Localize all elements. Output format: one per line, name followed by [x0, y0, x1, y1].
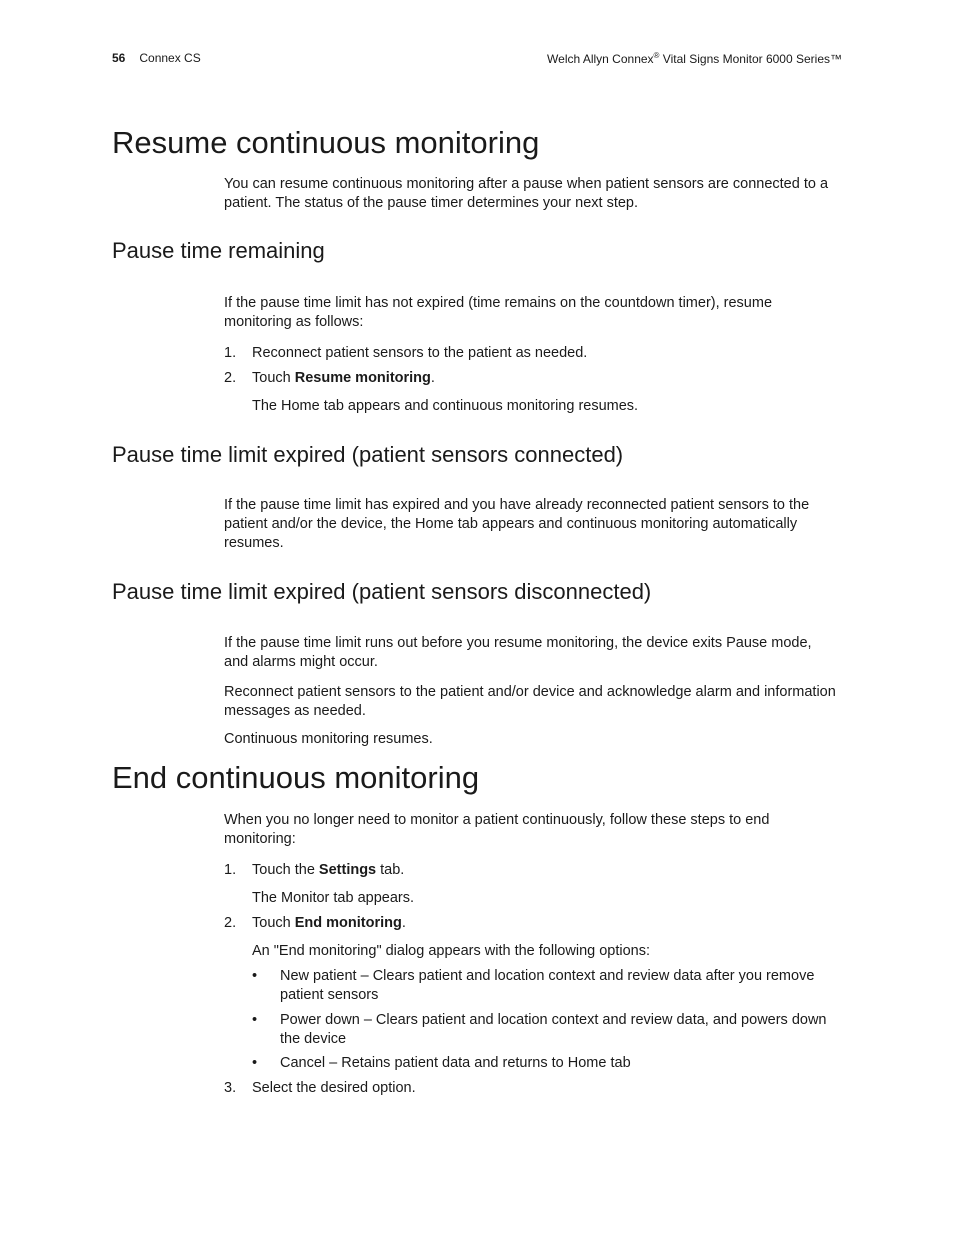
- document-title-post: Vital Signs Monitor 6000 Series™: [659, 52, 842, 66]
- step-number: 1.: [224, 345, 237, 361]
- step-number: 1.: [224, 862, 237, 878]
- step-number: 2.: [224, 370, 237, 386]
- bullet: •: [252, 1012, 258, 1028]
- registered-mark: ®: [653, 51, 660, 60]
- option-text: Cancel – Retains patient data and returns to Home tab: [280, 1055, 631, 1071]
- settings-label: Settings: [318, 862, 377, 878]
- expired-disconnected-body-1: If the pause time limit runs out before you resume monitoring, the device exits Pause mode, and alarms might occur.: [224, 635, 812, 670]
- pause-remaining-step-2-result: The Home tab appears and continuous monitoring resumes.: [252, 398, 639, 414]
- bullet: •: [252, 968, 258, 984]
- end-heading: End continuous monitoring: [112, 760, 480, 795]
- step-text: Reconnect patient sensors to the patient as needed.: [252, 345, 588, 361]
- end-intro: When you no longer need to monitor a patient continuously, follow these steps to end monitoring:: [224, 812, 770, 847]
- step-text-post: .: [401, 915, 406, 931]
- end-step-2-result: An "End monitoring" dialog appears with the following options:: [252, 943, 651, 959]
- end-monitoring-label: End monitoring: [294, 915, 402, 931]
- expired-disconnected-heading: Pause time limit expired (patient sensors disconnected): [112, 579, 652, 604]
- document-title-pre: Welch Allyn Connex: [547, 52, 654, 66]
- document-title: [547, 51, 842, 66]
- step-number: 2.: [224, 915, 237, 931]
- option-text: Power down – Clears patient and location context and review data, and powers down the device: [280, 1012, 827, 1047]
- step-text: [252, 861, 836, 880]
- step-text-post: tab.: [376, 862, 405, 878]
- end-step-1-result: The Monitor tab appears.: [252, 890, 415, 906]
- step-text-pre: Touch: [252, 370, 295, 386]
- option-text: New patient – Clears patient and location context and review data after you remove patient sensors: [280, 968, 815, 1003]
- step-text-pre: Touch the: [252, 862, 319, 878]
- resume-intro: You can resume continuous monitoring after a pause when patient sensors are connected to a patient. The status of the pause timer determines your next step.: [224, 176, 829, 211]
- expired-connected-heading: Pause time limit expired (patient sensors connected): [112, 442, 624, 467]
- resume-heading: Resume continuous monitoring: [112, 125, 540, 160]
- pause-remaining-intro: If the pause time limit has not expired (time remains on the countdown timer), resume monitoring as follows:: [224, 295, 773, 330]
- section-name: Connex CS: [139, 51, 201, 65]
- expired-disconnected-body-2: Reconnect patient sensors to the patient and/or device and acknowledge alarm and information messages as needed.: [224, 684, 836, 719]
- step-number: 3.: [224, 1080, 237, 1096]
- step-text-post: .: [430, 370, 435, 386]
- bullet: •: [252, 1055, 258, 1071]
- pause-remaining-heading: Pause time remaining: [112, 238, 325, 263]
- step-text-pre: Touch: [252, 915, 295, 931]
- header-left: [112, 51, 201, 65]
- step-text: Select the desired option.: [252, 1080, 416, 1096]
- resume-monitoring-label: Resume monitoring: [294, 370, 431, 386]
- expired-connected-body: If the pause time limit has expired and you have already reconnected patient sensors to the patient and/or the device, the Home tab appears and continuous monitoring automatically resumes.: [224, 497, 810, 551]
- step-text: [252, 369, 836, 388]
- expired-disconnected-body-3: Continuous monitoring resumes.: [224, 731, 433, 747]
- page-number: 56: [112, 51, 126, 65]
- step-text: [252, 914, 836, 933]
- page-header: [112, 51, 842, 69]
